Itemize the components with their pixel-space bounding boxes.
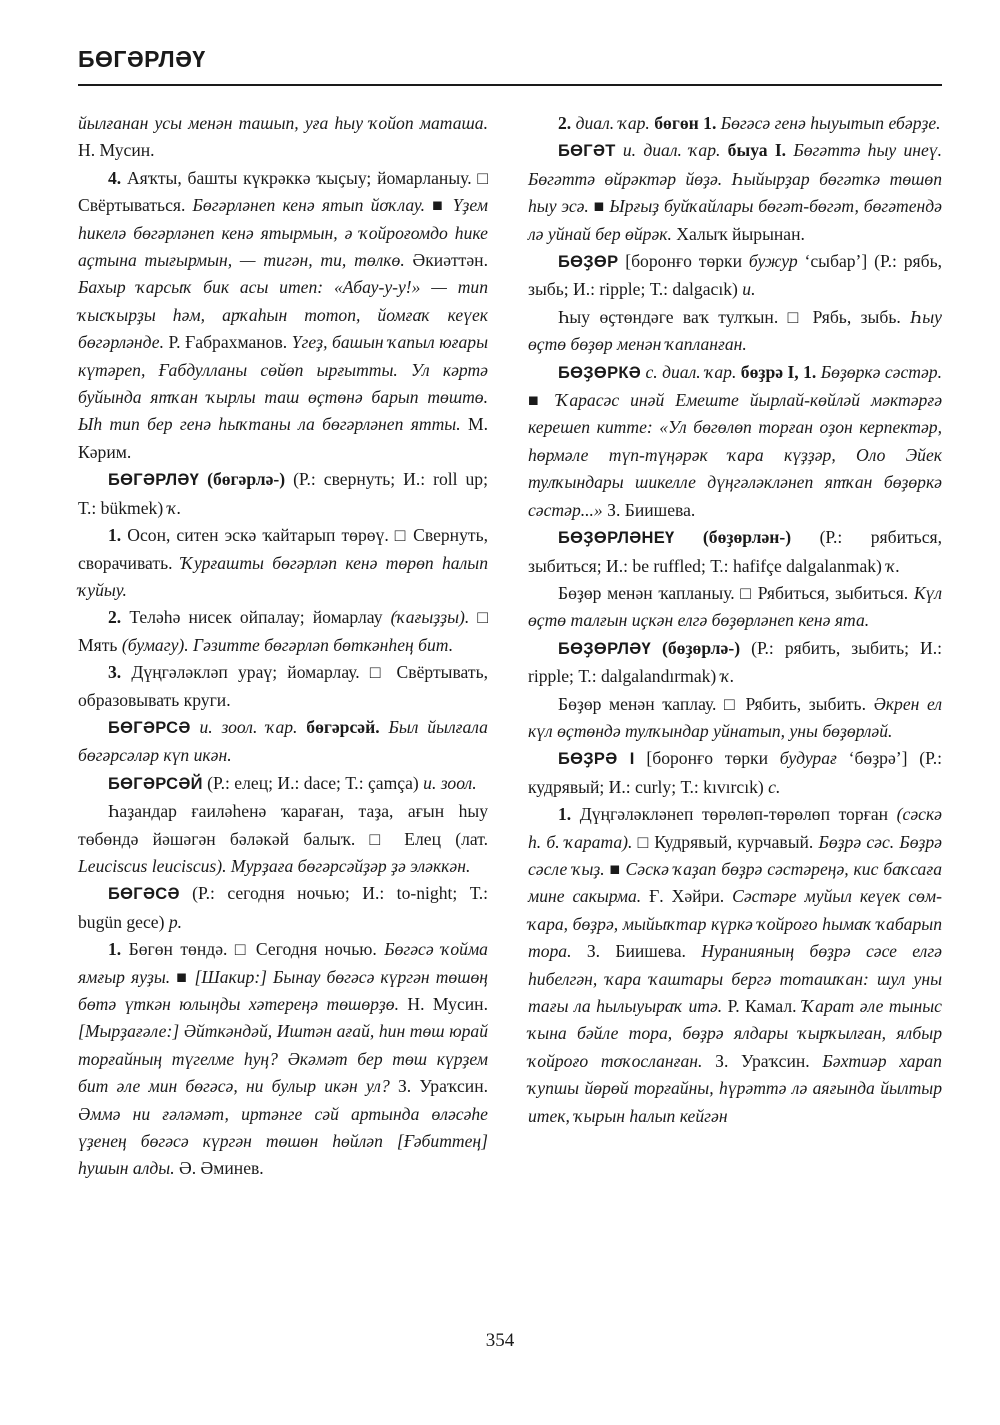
dictionary-paragraph (78, 522, 488, 604)
text-run: Дүңгәләкләнеп төрөлөп-төрөлөп торған (571, 804, 897, 825)
text-run: ҡ. (167, 497, 182, 518)
text-run: Әкрен ел күл өҫтөндә тулҡындар уйнатып, уны бөҙөрләй. (528, 693, 943, 741)
text-run: М. Кәрим. (78, 414, 488, 462)
text-run: ■ (425, 195, 453, 216)
dictionary-paragraph (78, 880, 488, 936)
text-run: 4. (108, 167, 122, 188)
text-run: Р. Камал. (722, 996, 802, 1016)
text-run: (Р.: рябить, зыбить; И.: ripple; Т.: dalgalandırmak) (528, 637, 942, 687)
text-run: и. (742, 279, 756, 300)
text-run: (Р.: рябиться, зыбиться; И.: be ruffled; Т.: hafifçe dalgalanmak) (528, 527, 942, 576)
text-run: [боронғо төрки (618, 251, 749, 272)
headword: БӨҘРӘ I (558, 750, 635, 769)
text-run: Сәстәре муйыл кеүек сөм-ҡара, бөҙрә, мыйыҡтар күркә ҡойроғо һымаҡ ҡабарып тора. (528, 886, 942, 962)
text-run: р. (168, 911, 183, 932)
text-run: [Мырҙағәле:] Әйткәндәй, Иштән ағай, һин төш юрай торғайның түгелме һуң? Әкәмәт бер төш күрҙем бит әле мин бөгәсә, ни булыр икән ул? (78, 1021, 488, 1097)
text-run: (сәскә һ. б. ҡарата). (528, 804, 942, 852)
headword: БӨГӘРЛӘҮ (108, 471, 200, 490)
text-run: Н. Мусин. (78, 140, 155, 161)
headword: БӨГӘТ (558, 142, 616, 161)
text-run: ‘бөҙрә’] (Р.: кудрявый; И.: curly; Т.: kıvırcık) (528, 748, 942, 797)
text-run: Үгеҙ, башын ҡапыл юғары күтәреп, Ғабдулланы сөйөп ырғытты. Ул кәртә буйында ятҡан ҡырлы таш өҫтөнә барып төштө. Ыһ тип бер генә һыҡтаны ла бөгәрләнеп ятты. (78, 332, 488, 435)
text-run: бөгөн 1. (649, 113, 717, 133)
text-run: Ә. Әминев. (174, 1158, 264, 1179)
text-run: Бөгәсә ҡойма ямғыр яуҙы. (78, 939, 488, 987)
headword: БӨГӘРСӘ (108, 718, 191, 737)
text-run: Үҙем һикелә бөгәрләнеп кенә ятырмын, ә ҡойроғомдо һике аҫтына тығырмын, — тигән, ти, төлкө. (78, 195, 489, 271)
text-run: ■ (588, 196, 610, 217)
text-run: Бахыр ҡарсыҡ бик асы итеп: «Абау-у-у!» — тип ҡысҡырҙы һәм, арҡаһын тотоп, йомғаҡ кеүек бөгәрләнде. (78, 277, 488, 353)
text-run: ■ (604, 858, 626, 879)
dictionary-paragraph (528, 137, 942, 248)
dictionary-paragraph (78, 466, 488, 522)
text-run: З. Ураҡсин. (702, 1050, 823, 1071)
headword: БӨҘӨРЛӘНЕҮ (558, 529, 675, 548)
headword: БӨГӘСӘ (108, 885, 180, 904)
headword: БӨГӘРСӘЙ (108, 774, 203, 793)
text-run: З. Биишева. (602, 499, 696, 520)
text-run: Һыу өҫтөндәге ваҡ тулҡын. □ Рябь, зыбь. (558, 306, 911, 327)
header-rule (78, 84, 942, 86)
page-number: 354 (485, 1330, 515, 1351)
text-run: (бөгәрлә-) (199, 469, 286, 490)
text-run: Бөгәттә һыу инеү. Бөгәттә өйрәктәр йөҙә. Һыйырҙар бөгәткә төшөп һыу эсә. (528, 140, 942, 217)
text-run: ‘сыбар’] (Р.: рябь, зыбь; И.: ripple; Т.: dalgacık) (528, 251, 943, 300)
text-run: Бөгәрләнеп кенә ятып йоҡлау. (192, 195, 426, 216)
text-run: Һаҙандар ғаиләһенә ҡараған, таҙа, ағын һыу төбөндә йәшәгән бәләкәй балыҡ. □ Елец (лат. (78, 801, 488, 849)
text-run: и. зоол. (423, 772, 477, 793)
text-run: и. диал. ҡар. (615, 140, 721, 161)
text-run: ■ (528, 390, 557, 411)
text-run: Ҡарасәс инәй Емеште йырлай-көйләй мәктәрғә керешеп китте: «Ул бөгөлөп торған оҙон керпектәр, һөрмәле түп-түңәрәк ҡара күҙҙәр, Оло Эйек тулҡындары шикелле дүңгәләкләнеп ятҡан бөҙөркә сәстәр...» (528, 390, 943, 520)
text-run: с. (768, 776, 781, 797)
text-run: Бөҙөр менән ҡаплау. □ Рябить, зыбить. (558, 693, 874, 714)
headword: БӨҘӨР (558, 253, 619, 272)
text-run: Аяҡты, башты күкрәккә ҡыҫыу; йомарланыу. □ Свёртываться. (78, 167, 488, 216)
text-run: (Р.: свернуть; И.: roll up; Т.: bükmek) (78, 469, 488, 518)
text-run: □ Мять (78, 607, 489, 655)
text-run: [Шакир:] Бынау бөгәсә күргән төшөң бөтә үткән юлыңды хәтереңә төшөрҙө. (78, 966, 488, 1014)
text-run: Сәскә ҡаҙап бөҙрә сәстәреңә, кис баҡсаға мине сакырма. (528, 858, 943, 907)
text-run: Дүңгәләкләп ураү; йомарлау. □ Свёртывать, образовывать круги. (78, 662, 488, 710)
text-run: Теләһә нисек ойпалау; йомарлау (121, 607, 391, 628)
text-run: Бөҙөркә сәстәр. (816, 361, 942, 382)
text-run: Ырғыҙ буйҡайлары бөгәт-бөгәт, бөгәтендә лә уйнай бер өйрәк. (528, 196, 942, 244)
dictionary-paragraph (528, 359, 942, 524)
text-run: Әммә ни ғәләмәт, иртәнге сәй артында өләсәһе үҙенең бөгәсә күргән төшөн һөйләп [Ғәбиттең] һушын алды. (78, 1103, 488, 1179)
text-run: диал. ҡар. (571, 113, 650, 133)
dictionary-paragraph (78, 165, 488, 466)
headword: БӨҘӨРЛӘҮ (558, 639, 651, 658)
dictionary-paragraph (528, 635, 942, 691)
dictionary-paragraph (528, 801, 942, 1130)
text-run: и. зоол. ҡар. (190, 716, 298, 737)
right-column (528, 110, 942, 1130)
dictionary-paragraph (528, 524, 942, 580)
running-head: БӨГӘРЛӘҮ (78, 46, 206, 72)
text-run: З. Ураҡсин. (389, 1076, 489, 1097)
text-run: с. диал. ҡар. (641, 361, 737, 382)
text-run: будурағ (779, 748, 837, 769)
text-run: (Р.: елец; И.: dace; Т.: çamça) (202, 772, 424, 793)
text-run: Бөгәсә генә һыуытып ебәрҙе. (716, 113, 941, 133)
text-run: (бөҙөрлә-) (650, 637, 741, 658)
headword: БӨҘӨРКӘ (558, 363, 642, 382)
text-run: ■ (170, 966, 195, 987)
dictionary-paragraph (78, 604, 488, 659)
text-run: Нуранияның бөҙрә сәсе елгә һибелгән, ҡара ҡаштары бергә тоташҡан: шул уны тағы ла һылыуыраҡ итә. (528, 941, 942, 1016)
text-run: ҡ. (720, 666, 735, 687)
text-run: 1. (108, 525, 122, 546)
text-run: Әкиәттән. (404, 250, 488, 271)
text-run: 2. (558, 113, 572, 133)
dictionary-paragraph (78, 798, 488, 880)
text-run: бужур (748, 251, 798, 272)
dictionary-paragraph (528, 580, 942, 635)
left-column (78, 110, 488, 1183)
text-run: Бөҙрә сәс. Бөҙрә сәсле ҡыҙ. (528, 831, 942, 879)
text-run: (ҡағыҙҙы). (390, 607, 470, 628)
text-run: Бөгөн төндә. □ Сегодня ночью. (121, 939, 385, 960)
text-run: Ҡарат әле тыныс ҡына бәйле тора, бөҙрә ялдары ҡырҡылған, ялбыр ҡойроғо тоҡосланған. (528, 996, 942, 1071)
text-run: йылғанан усы менән ташып, уға һыу ҡойоп маташа. (78, 113, 488, 133)
text-run: Leuciscus leuciscus). Мурҙаға бөгәрсәйҙәр ҙә эләккән. (78, 855, 471, 876)
dictionary-paragraph (78, 936, 488, 1183)
text-run: (бумагу). Гәзитте бөгәрләп бөткәнһең бит. (121, 634, 454, 655)
text-run: Бәхтиәр харап ҡупшы йөрөй торғайны, һүрәттә лә аяғында йылтыр итек, ҡырын һалып кейгән (528, 1050, 942, 1126)
text-run: Ҡурғашты бөгәрләп кенә төрөп һалып ҡуйыу. (78, 552, 488, 600)
text-run: Осон, ситен эскә ҡайтарып төрөү. □ Свернуть, сворачивать. (78, 525, 488, 573)
dictionary-paragraph (78, 659, 488, 714)
text-run: □ Кудрявый, курчавый. (632, 831, 819, 852)
text-run: 3. (108, 662, 122, 683)
text-run: З. Биишева. (571, 941, 702, 962)
text-run: бөҙрә I, 1. (736, 361, 817, 382)
text-run: Н. Мусин. (398, 994, 488, 1014)
text-run: Һыу өҫтө бөҙөр менән ҡапланған. (528, 306, 942, 355)
text-run: Р. Ғабрахманов. (163, 332, 292, 353)
dictionary-paragraph (78, 110, 488, 165)
dictionary-paragraph (78, 770, 488, 798)
text-run: (Р.: сегодня ночью; И.: to-night; Т.: bugün gece) (78, 883, 488, 932)
dictionary-paragraph (528, 304, 942, 359)
text-run: бөгәрсәй. (297, 716, 380, 737)
text-run: 2. (108, 607, 122, 628)
text-run: Халыҡ йырынан. (671, 223, 805, 244)
dictionary-paragraph (528, 110, 942, 137)
text-run: Ғ. Хәйри. (641, 886, 733, 907)
dictionary-paragraph (528, 248, 942, 304)
dictionary-paragraph (528, 691, 942, 746)
dictionary-paragraph (528, 745, 942, 801)
text-run: 1. (558, 804, 572, 825)
text-run: Бөҙөр менән ҡапланыу. □ Рябиться, зыбиться. (558, 582, 914, 603)
dictionary-paragraph (78, 714, 488, 770)
text-run: [боронғо төрки (634, 748, 780, 769)
text-run: Күл өҫтө талғын иҫкән елгә бөҙөрләнеп кенә ята. (528, 582, 942, 631)
text-run: (бөҙөрлән-) (674, 527, 792, 548)
text-run: быуа I. (720, 140, 787, 161)
text-run: 1. (108, 939, 122, 960)
text-run: Был йылғала бөгәрсәләр күп икән. (78, 716, 488, 766)
text-run: ҡ. (886, 555, 900, 576)
